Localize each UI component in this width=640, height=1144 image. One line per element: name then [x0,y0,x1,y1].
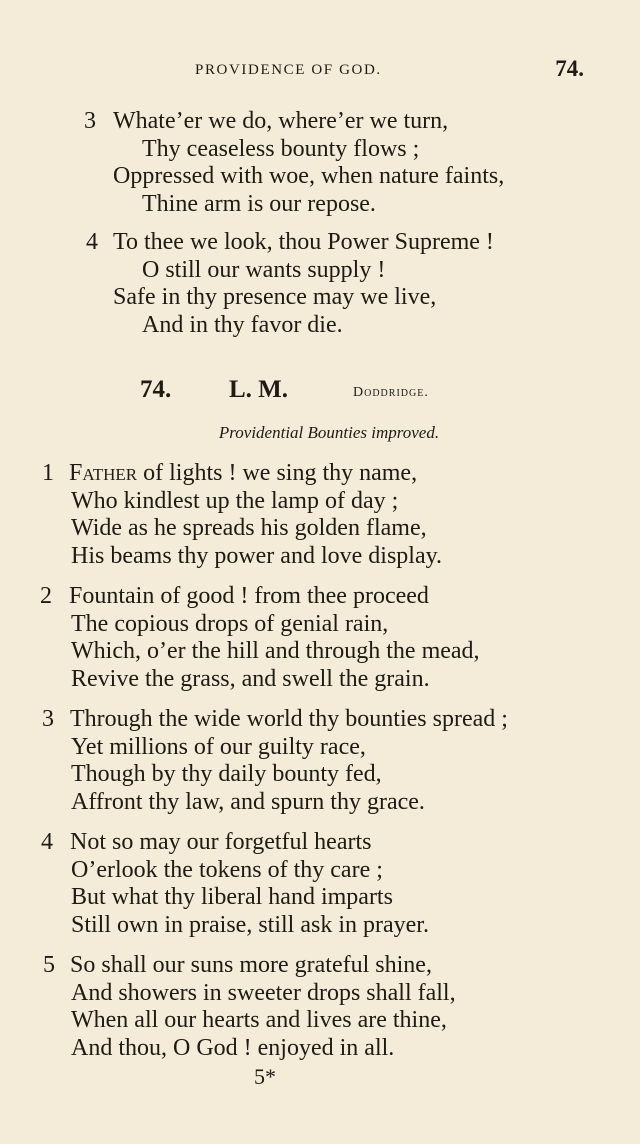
hymn-author: Doddridge. [353,385,429,400]
page-number: 74. [555,56,584,81]
hymn-heading [0,376,640,410]
stanza-number: 4 [41,829,53,855]
stanza-line [0,515,640,543]
stanza-number: 3 [84,108,96,134]
verse-line: Still own in praise, still ask in prayer. [71,912,429,939]
prev-stanza-4 [0,229,640,340]
verse-line: Who kindlest up the lamp of day ; [71,487,399,514]
stanza-line [0,136,640,164]
stanza-line [0,108,640,136]
stanza-line [0,1007,640,1035]
verse-line: Wide as he spreads his golden flame, [71,515,427,542]
stanza-1 [0,460,640,571]
stanza-line [0,488,640,516]
stanza-line [0,638,640,666]
verse-line: Through the wide world thy bounties spread ; [70,706,508,732]
stanza-line [0,257,640,285]
stanza-number: 3 [42,706,54,732]
verse-line: Though by thy daily bounty fed, [71,761,382,788]
hymn-meter: L. M. [229,376,289,403]
verse-line: When all our hearts and lives are thine, [71,1007,447,1034]
stanza-3 [0,706,640,817]
verse-line: But what thy liberal hand imparts [71,884,393,911]
verse-line: And thou, O God ! enjoyed in all. [71,1035,395,1062]
stanza-line [0,884,640,912]
stanza-line [0,734,640,762]
verse-line: O’erlook the tokens of thy care ; [71,856,383,883]
page-header [0,56,640,86]
verse-line: Safe in thy presence may we live, [113,284,437,311]
running-head: PROVIDENCE OF GOD. [195,62,382,78]
verse-line: Not so may our forgetful hearts [70,829,372,855]
first-line-rest: of lights ! we sing thy name, [137,460,418,486]
stanza-number: 5 [43,952,55,978]
verse-line: His beams thy power and love display. [71,543,443,570]
stanza-line [0,284,640,312]
verse-line: Thine arm is our repose. [142,191,376,218]
verse-line: Affront thy law, and spurn thy grace. [71,789,425,816]
verse-line: And in thy favor die. [142,312,343,339]
stanza-number: 1 [42,460,54,486]
hymn-number: 74. [140,376,172,403]
stanza-line [0,706,640,734]
verse-line: The copious drops of genial rain, [71,610,389,637]
prev-stanza-3 [0,108,640,219]
verse-line: Which, o’er the hill and through the mead, [71,638,480,665]
hymn-subtitle: Providential Bounties improved. [218,423,440,442]
verse-line [69,460,417,488]
verse-line: Fountain of good ! from thee proceed [69,583,429,609]
stanza-line [0,543,640,571]
stanza-line [0,789,640,817]
stanza-line [0,666,640,694]
verse-line: Whate’er we do, where’er we turn, [113,108,449,134]
stanza-2 [0,583,640,694]
stanza-line [0,857,640,885]
stanza-line [0,191,640,219]
verse-line: O still our wants supply ! [142,256,386,283]
stanza-line [0,912,640,940]
stanza-5 [0,952,640,1063]
stanza-line [0,460,640,488]
stanza-line [0,312,640,340]
signature-mark: 5* [254,1064,276,1089]
verse-line: Revive the grass, and swell the grain. [71,666,430,693]
stanza-line [0,980,640,1008]
verse-line: And showers in sweeter drops shall fall, [71,979,456,1006]
stanza-4 [0,829,640,940]
stanza-number: 4 [86,229,98,255]
stanza-line [0,163,640,191]
stanza-line [0,229,640,257]
stanza-line [0,952,640,980]
verse-line: Thy ceaseless bounty flows ; [142,135,420,162]
verse-line: Yet millions of our guilty race, [71,733,366,760]
verse-line: Oppressed with woe, when nature faints, [113,163,505,190]
verse-line: So shall our suns more grateful shine, [70,952,432,978]
first-word: Father [69,460,138,486]
stanza-number: 2 [40,583,52,609]
stanza-line [0,1035,640,1063]
stanza-line [0,583,640,611]
stanza-line [0,829,640,857]
stanza-line [0,761,640,789]
verse-line: To thee we look, thou Power Supreme ! [113,229,494,255]
stanza-line [0,611,640,639]
